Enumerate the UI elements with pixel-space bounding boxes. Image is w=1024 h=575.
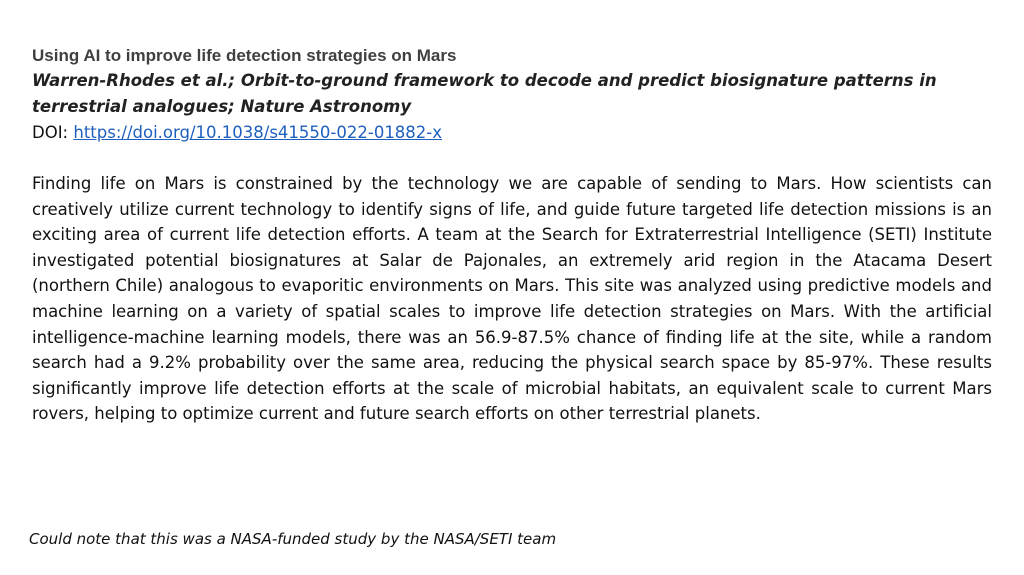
speaker-note: Could note that this was a NASA-funded study by the NASA/SETI team xyxy=(29,530,557,548)
summary-paragraph: Finding life on Mars is constrained by the technology we are capable of sending to Mars. How scientists can creatively utilize current technology to identify signs of life, and guide future targeted life detection missions is an exciting area of current life detection efforts. A team at the Search for Extraterrestrial Intelligence (SETI) Institute investigated potential biosignatures at Salar de Pajonales, an extremely arid region in the Atacama Desert (northern Chile) analogous to evaporitic environments on Mars. This site was analyzed using predictive models and machine learning on a variety of spatial scales to improve life detection strategies on Mars. With the artificial intelligence-machine learning models, there was an 56.9-87.5% chance of finding life at the site, while a random search had a 9.2% probability over the same area, reducing the physical search space by 85-97%. These results significantly improve life detection efforts at the scale of microbial habitats, an equivalent scale to current Mars rovers, helping to optimize current and future search efforts on other terrestrial planets. xyxy=(32,174,992,424)
slide-title: Using AI to improve life detection strategies on Mars xyxy=(32,46,457,65)
doi-label: DOI: xyxy=(32,123,74,142)
citation: Warren-Rhodes et al.; Orbit-to-ground framework to decode and predict biosignature patterns in terrestrial analogues; Nature Astronomy xyxy=(32,71,937,116)
slide-content xyxy=(32,44,992,427)
doi-link[interactable]: https://doi.org/10.1038/s41550-022-01882-x xyxy=(73,123,443,142)
doi-line xyxy=(32,120,992,146)
